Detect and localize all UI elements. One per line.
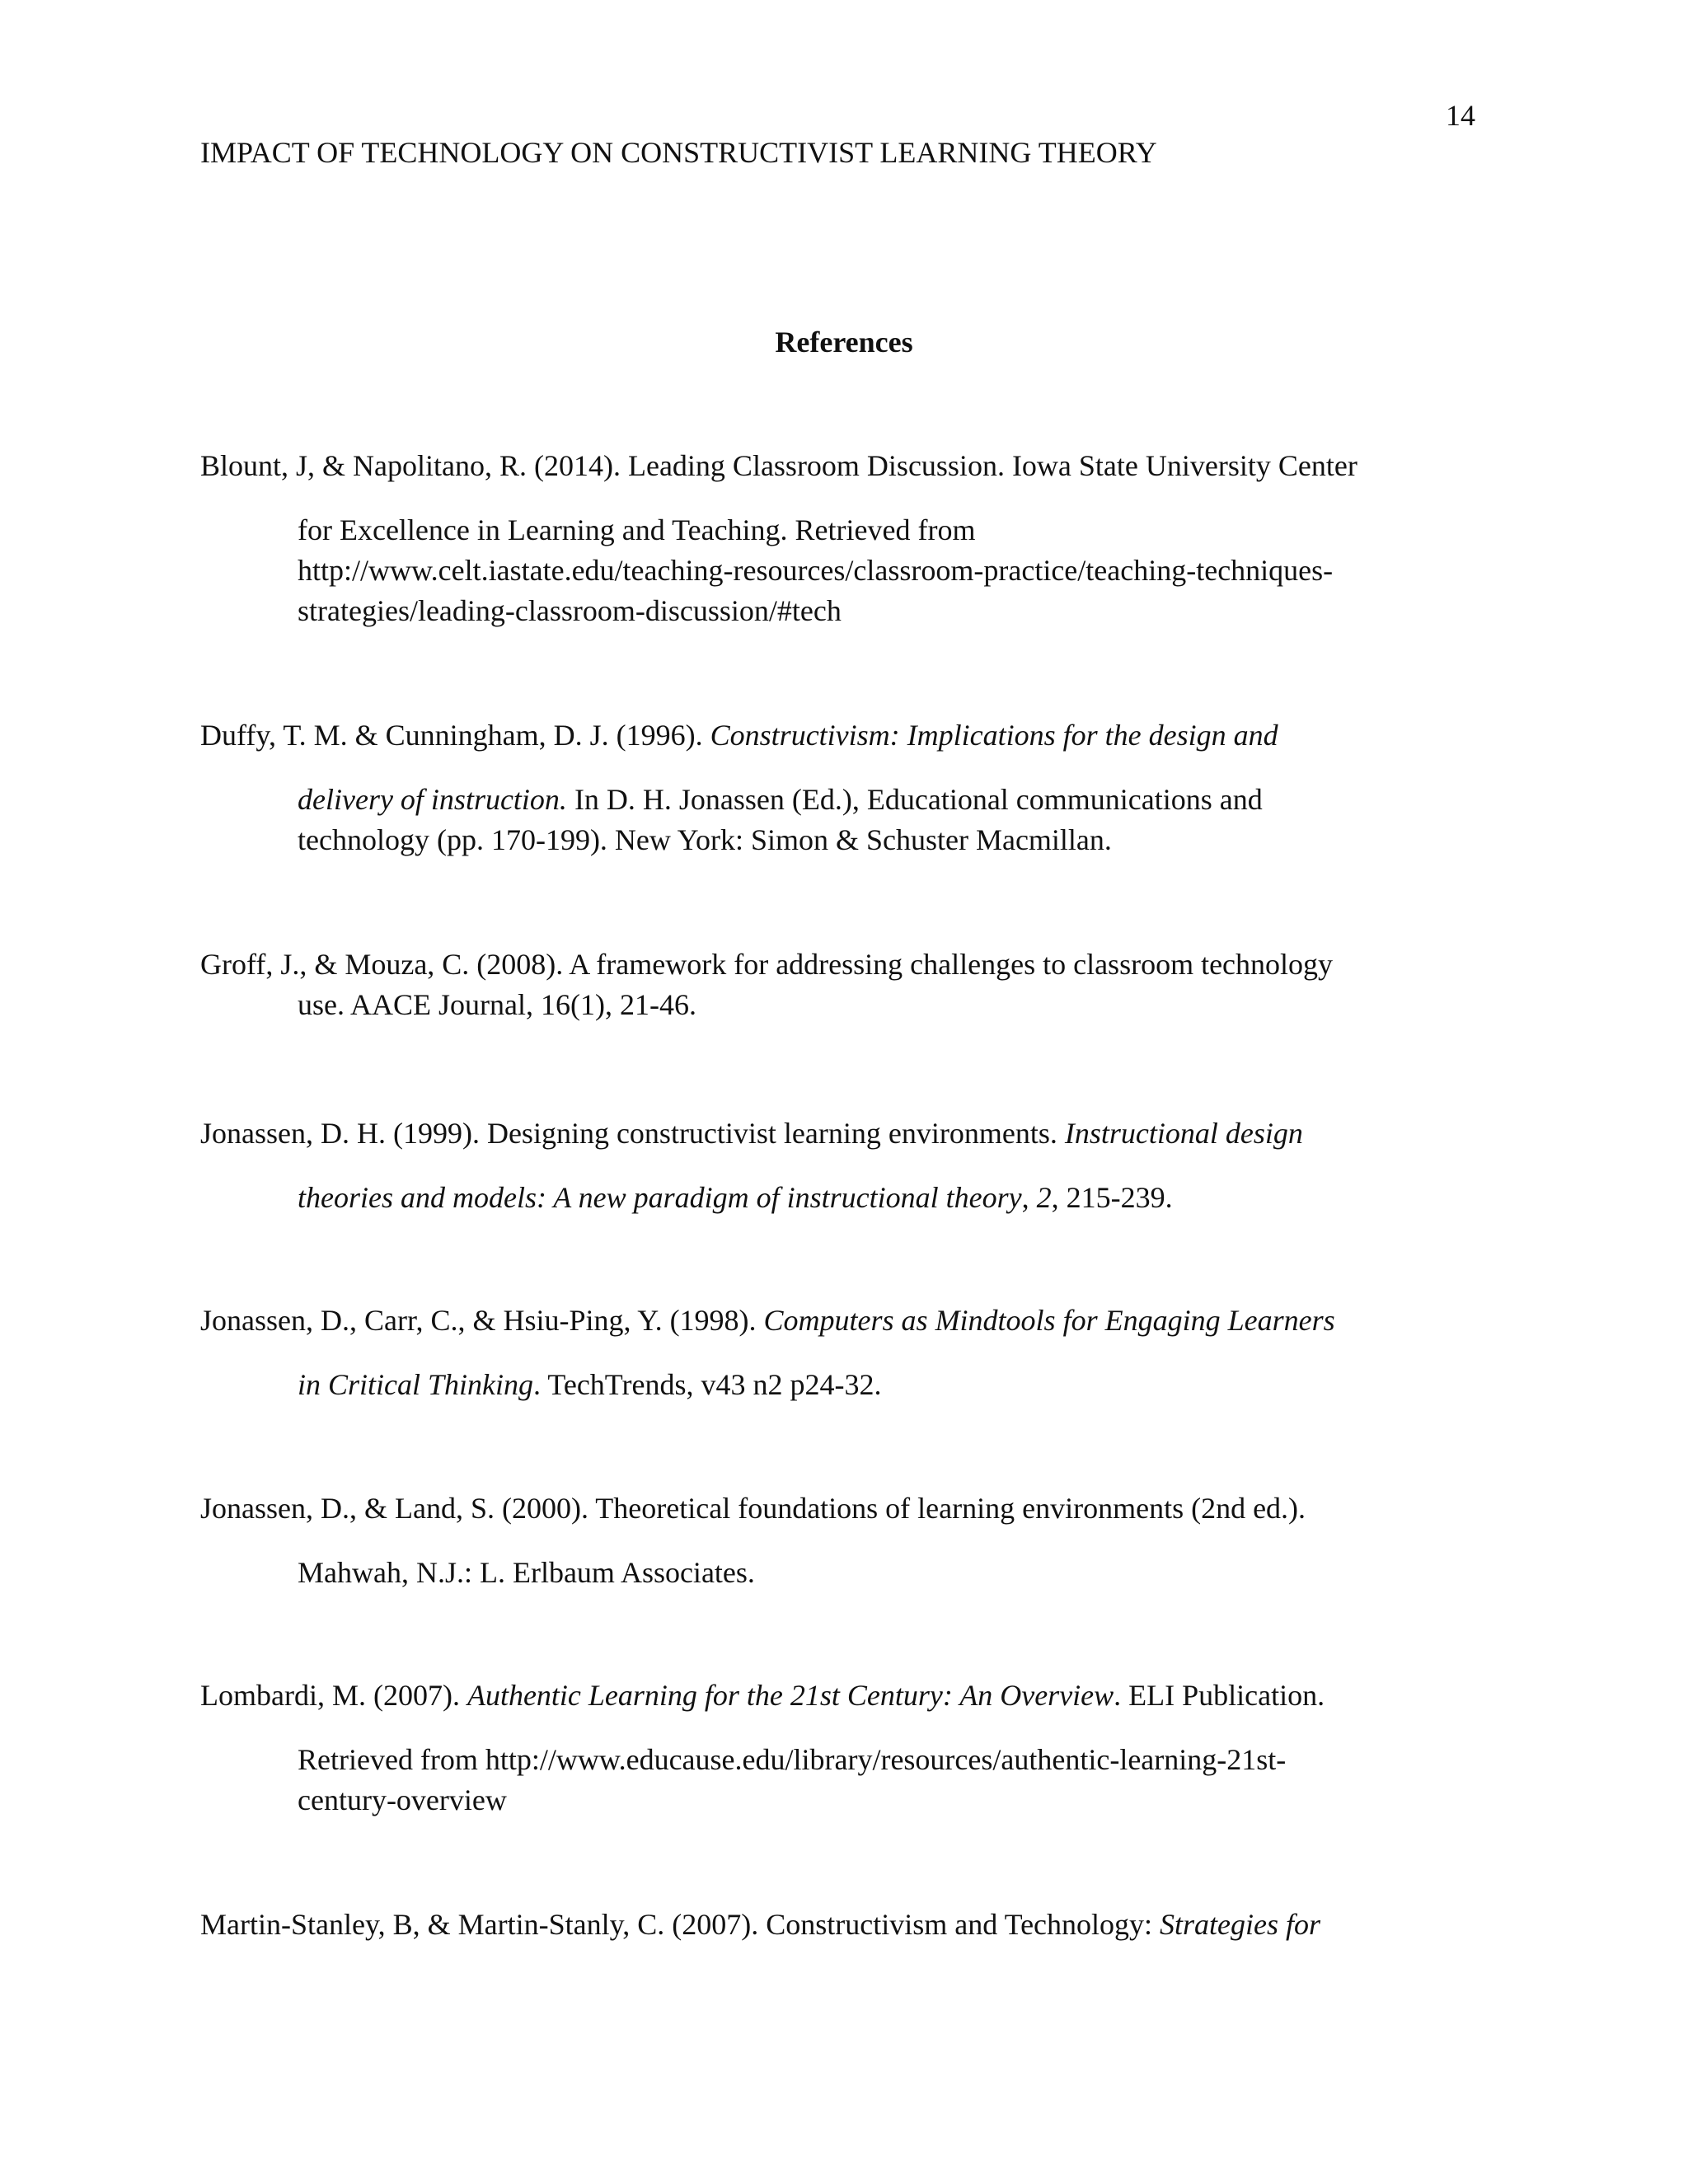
reference-text: . TechTrends, v43 n2 p24-32.: [533, 1368, 882, 1401]
reference-line: [200, 1908, 1320, 1941]
reference-text: Jonassen, D., Carr, C., & Hsiu-Ping, Y. (1998).: [200, 1304, 764, 1337]
reference-title-italic: Computers as Mindtools for Engaging Learners: [763, 1304, 1335, 1337]
reference-line: [298, 1368, 882, 1401]
reference-line: Retrieved from http://www.educause.edu/library/resources/authentic-learning-21st-: [298, 1743, 1287, 1776]
reference-text: . ELI Publication.: [1114, 1679, 1325, 1712]
reference-line: Groff, J., & Mouza, C. (2008). A framework for addressing challenges to classroom technology: [200, 948, 1334, 981]
reference-line: [200, 1117, 1303, 1150]
reference-title-italic: in Critical Thinking: [298, 1368, 534, 1401]
page-number: 14: [1446, 99, 1475, 132]
reference-line: technology (pp. 170-199). New York: Simon & Schuster Macmillan.: [298, 823, 1112, 856]
reference-line: [298, 1181, 1173, 1214]
reference-title-italic: Constructivism: Implications for the design and: [710, 719, 1278, 752]
reference-line: Mahwah, N.J.: L. Erlbaum Associates.: [298, 1556, 755, 1589]
reference-text: In D. H. Jonassen (Ed.), Educational communications and: [566, 783, 1263, 816]
reference-line: for Excellence in Learning and Teaching. Retrieved from: [298, 513, 976, 546]
reference-line: [200, 719, 1278, 752]
reference-text: Duffy, T. M. & Cunningham, D. J. (1996).: [200, 719, 710, 752]
reference-title-italic: Instructional design: [1064, 1117, 1303, 1150]
reference-line: [298, 783, 1263, 816]
reference-text: Martin-Stanley, B, & Martin-Stanly, C. (2007). Constructivism and Technology:: [200, 1908, 1160, 1941]
reference-line: Blount, J, & Napolitano, R. (2014). Leading Classroom Discussion. Iowa State University Center: [200, 449, 1357, 482]
reference-title-italic: Strategies for: [1160, 1908, 1321, 1941]
reference-text: ,: [1021, 1181, 1037, 1214]
reference-title-italic: Authentic Learning for the 21st Century: An Overview: [467, 1679, 1114, 1712]
reference-line: century-overview: [298, 1783, 507, 1816]
reference-title-italic: theories and models: A new paradigm of instructional theory: [298, 1181, 1022, 1214]
reference-line: use. AACE Journal, 16(1), 21-46.: [298, 988, 696, 1021]
running-head: IMPACT OF TECHNOLOGY ON CONSTRUCTIVIST LEARNING THEORY: [200, 136, 1157, 169]
reference-line: Jonassen, D., & Land, S. (2000). Theoretical foundations of learning environments (2nd ed.).: [200, 1492, 1306, 1525]
reference-text: Jonassen, D. H. (1999). Designing constructivist learning environments.: [200, 1117, 1065, 1150]
reference-text: , 215-239.: [1051, 1181, 1173, 1214]
reference-volume-italic: 2: [1036, 1181, 1052, 1214]
reference-title-italic: delivery of instruction.: [298, 783, 567, 816]
reference-text: Lombardi, M. (2007).: [200, 1679, 467, 1712]
reference-line: http://www.celt.iastate.edu/teaching-resources/classroom-practice/teaching-techniques-: [298, 554, 1334, 587]
references-title: References: [775, 326, 913, 359]
reference-line: strategies/leading-classroom-discussion/#tech: [298, 594, 842, 627]
reference-line: [200, 1679, 1325, 1712]
reference-line: [200, 1304, 1335, 1337]
